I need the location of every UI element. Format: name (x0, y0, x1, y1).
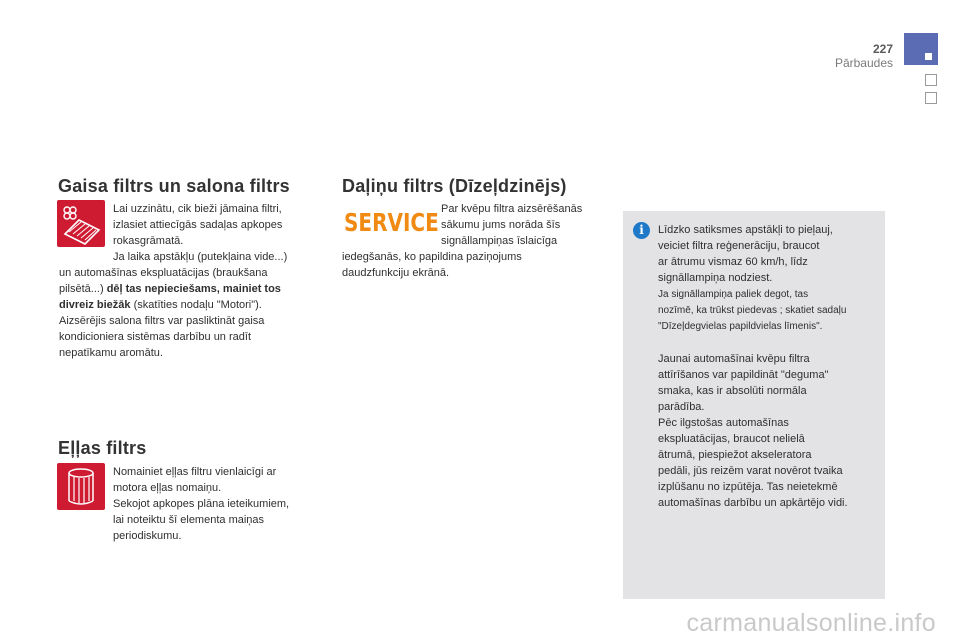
text-fragment: (skatīties nodaļu "Motori"). (130, 299, 262, 311)
text-line: Par kvēpu filtra aizsērēšanās (441, 203, 583, 215)
text-line: Pēc ilgstošas automašīnas (658, 417, 789, 429)
text-line: "Dīzeļdegvielas papildvielas līmenis". (658, 321, 823, 332)
text-line (59, 297, 319, 313)
info-paragraph-1 (658, 222, 880, 286)
text-line: Nomainiet eļļas filtru vienlaicīgi ar (113, 466, 277, 478)
info-icon: i (633, 222, 650, 239)
emphasis-text: divreiz biežāk (59, 299, 131, 311)
text-line: pedāli, jūs reizēm varat novērot tvaika (658, 465, 843, 477)
text-line: motora eļļas nomaiņu. (113, 482, 222, 494)
watermark: carmanualsonline.info (686, 609, 936, 637)
text-line: signāllampiņas īslaicīga (441, 235, 558, 247)
info-panel (623, 211, 885, 599)
text-line: sākumu jums norāda šīs (441, 219, 561, 231)
text-line: periodiskumu. (113, 530, 182, 542)
text-line: Ja signāllampiņa paliek degot, tas (658, 289, 809, 300)
text-line: Līdzko satiksmes apstākļi to pieļauj, (658, 224, 833, 236)
text-fragment: pilsētā...) (59, 283, 107, 295)
text-line: un automašīnas ekspluatācijas (braukšana (59, 267, 268, 279)
text-line: lai noteiktu šī elementa maiņas (113, 514, 265, 526)
text-line: Ja laika apstākļu (putekļaina vide...) (113, 251, 288, 263)
text-line (59, 281, 319, 297)
particle-filter-text-indented (441, 201, 616, 249)
chapter-tab-active[interactable] (904, 33, 938, 65)
info-paragraph-1-note (658, 287, 880, 335)
air-filter-text (59, 201, 319, 361)
text-line: signāllampiņa nodziest. (658, 272, 773, 284)
chapter-tab[interactable] (925, 92, 937, 104)
oil-filter-heading: Eļļas filtrs (58, 438, 147, 458)
section-title: Pārbaudes (834, 56, 893, 70)
chapter-tab[interactable] (925, 74, 937, 86)
text-line: Aizsērējis salona filtrs var pasliktināt gaisa (59, 315, 265, 327)
emphasis-text: dēļ tas nepieciešams, mainiet tos (106, 283, 281, 295)
service-warning-icon: SERVICE (344, 207, 439, 237)
text-line: rokasgrāmatā. (113, 235, 184, 247)
particle-filter-heading: Daļiņu filtrs (Dīzeļdzinējs) (342, 176, 567, 196)
text-line: ekspluatācijas, braucot nelielā (658, 433, 805, 445)
tab-marker-icon (925, 53, 932, 60)
text-line: nozīmē, ka trūkst piedevas ; skatiet sadaļu (658, 305, 847, 316)
text-line: veiciet filtra reģenerāciju, braucot (658, 240, 820, 252)
text-line: attīrīšanos var papildināt "deguma" (658, 369, 829, 381)
text-line: daudzfunkciju ekrānā. (342, 267, 450, 279)
text-line: parādība. (658, 401, 705, 413)
text-line: ātrumā, piespiežot akseleratora (658, 449, 812, 461)
oil-filter-icon (57, 463, 105, 510)
text-line: izplūšanu no izpūtēja. Tas neietekmē (658, 481, 838, 493)
text-line: automašīnas darbību un apkārtējo vidi. (658, 497, 848, 509)
text-line: nepatīkamu aromātu. (59, 347, 163, 359)
air-filter-heading: Gaisa filtrs un salona filtrs (58, 176, 290, 196)
text-line: Sekojot apkopes plāna ieteikumiem, (113, 498, 290, 510)
text-line: Jaunai automašīnai kvēpu filtra (658, 353, 810, 365)
text-line: Lai uzzinātu, cik bieži jāmaina filtri, (113, 203, 282, 215)
text-line: smaka, kas ir absolūti normāla (658, 385, 807, 397)
info-paragraph-2 (658, 351, 880, 511)
oil-filter-text (113, 464, 323, 544)
text-line: iedegšanās, ko papildina paziņojums (342, 251, 522, 263)
text-line: ar ātrumu vismaz 60 km/h, līdz (658, 256, 808, 268)
text-line: kondicioniera sistēmas darbību un radīt (59, 331, 251, 343)
text-line: izlasiet attiecīgās sadaļas apkopes (113, 219, 283, 231)
particle-filter-text (342, 249, 612, 281)
page-number: 227 (872, 42, 893, 56)
